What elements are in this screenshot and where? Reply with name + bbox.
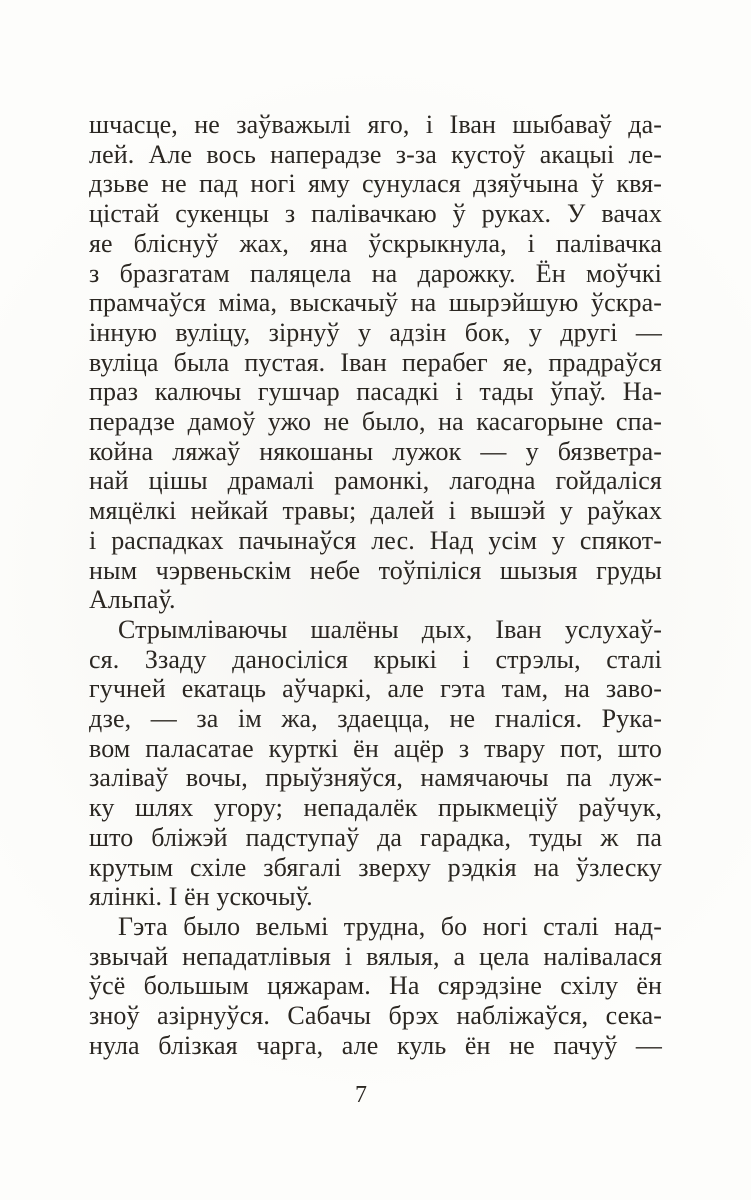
text-line: яе бліснуў жах, яна ўскрыкнула, і палівачка (89, 228, 662, 258)
page-number: 7 (355, 1082, 367, 1108)
text-line: гучней екатаць аўчаркі, але гэта там, на заво- (89, 674, 662, 704)
text-line: і распадках пачынаўся лес. Над усім у спякот- (89, 525, 662, 555)
text-line: ным чэрвеньскім небе тоўпіліся шызыя груды (89, 555, 662, 585)
text-line: нула блізкая чарга, але куль ён не пачуў — (89, 1030, 662, 1060)
text-line: най цішы драмалі рамонкі, лагодна гойдаліся (89, 466, 662, 496)
text-line: ся. Ззаду даносіліся крыкі і стрэлы, сталі (89, 644, 662, 674)
text-line: звычай непадатлівыя і вялыя, а цела налівалася (89, 941, 662, 971)
text-line: вуліца была пустая. Іван перабег яе, прадраўся (89, 347, 662, 377)
text-line: вом паласатае курткі ён ацёр з твару пот, што (89, 733, 662, 763)
text-line: Гэта было вельмі трудна, бо ногі сталі над- (118, 911, 662, 941)
text-line: шчасце, не заўважылі яго, і Іван шыбаваў да- (89, 110, 662, 139)
text-line: мяцёлкі нейкай травы; далей і вышэй у раўках (89, 496, 662, 526)
text-line: цістай сукенцы з палівачкаю ў руках. У вачах (89, 199, 662, 229)
text-line: дзе, — за ім жа, здаецца, не гналіся. Рука- (89, 704, 662, 734)
text-line: ўсё большым цяжарам. На сярэдзіне схілу ён (89, 971, 662, 1001)
text-line: Альпаў. (89, 585, 176, 615)
text-line: лей. Але вось наперадзе з-за кустоў акацыі ле- (89, 139, 662, 169)
text-line: прамчаўся міма, выскачыў на шырэйшую ўскра- (89, 288, 662, 318)
text-line: з бразгатам паляцела на дарожку. Ён моўчкі (89, 258, 662, 288)
text-line: Стрымліваючы шалёны дых, Іван услухаў- (118, 614, 662, 644)
text-line: крутым схіле збягалі зверху рэдкія на ўзлеску (89, 852, 662, 882)
text-line: праз калючы гушчар пасадкі і тады ўпаў. На- (89, 377, 662, 407)
text-line: зноў азірнуўся. Сабачы брэх набліжаўся, сека- (89, 1001, 662, 1031)
text-block (89, 110, 662, 1061)
text-line: ку шлях угору; непадалёк прыкмеціў раўчук, (89, 793, 662, 823)
text-line: ялінкі. І ён ускочыў. (89, 882, 313, 912)
text-line: інную вуліцу, зірнуў у адзін бок, у другі — (89, 317, 662, 347)
text-line: што бліжэй падступаў да гарадка, туды ж па (89, 822, 662, 852)
text-line: койна ляжаў някошаны лужок — у бязветра- (89, 436, 662, 466)
text-line: перадзе дамоў ужо не было, на касагорыне спа- (89, 407, 662, 437)
text-line: дзьве не пад ногі яму сунулася дзяўчына ў квя- (89, 169, 662, 199)
text-line: заліваў вочы, прыўзняўся, намячаючы па луж- (89, 763, 662, 793)
